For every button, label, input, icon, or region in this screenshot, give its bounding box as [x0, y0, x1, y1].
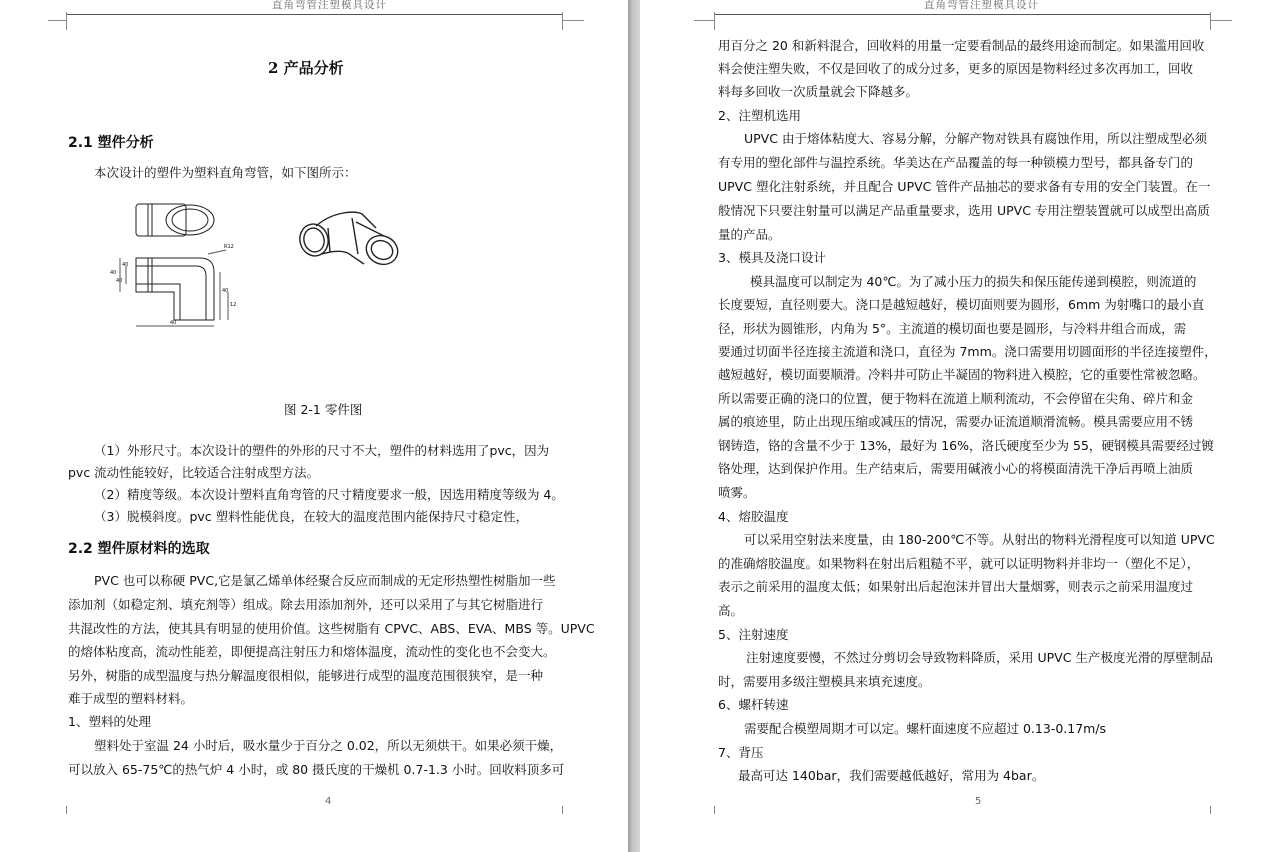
paragraph-line: 径，形状为圆锥形，内角为 5°。主流道的模切面也要是圆形，与冷料井组合而成，需 [718, 321, 1187, 336]
dim-label: 40 [122, 262, 129, 268]
paragraph-line: 料每多回收一次质量就会下降越多。 [718, 84, 919, 99]
paragraph-line: 最高可达 140bar，我们需要越低越好，常用为 4bar。 [738, 768, 1045, 783]
document-page-left [0, 0, 628, 852]
margin-mark [66, 12, 67, 30]
paragraph-line: 高。 [718, 603, 744, 618]
paragraph-line: 所以需要正确的浇口的位置，便于物料在流道上顺利流动，不会停留在尖角、碎片和金 [718, 391, 1194, 406]
paragraph-line: 量的产品。 [718, 227, 781, 242]
figure-caption: 图 2-1 零件图 [284, 402, 363, 417]
subheading: 7、背压 [718, 745, 764, 760]
paragraph-line: 用百分之 20 和新料混合，回收料的用量一定要看制品的最终用途而制定。如果滥用回收 [718, 38, 1205, 53]
paragraph-line: 越短越好，模切面要顺滑。冷料井可防止半凝固的物料进入模腔，它的重要性常被忽略。 [718, 367, 1206, 382]
paragraph-line: 钢铸造，铬的含量不少于 13%，最好为 16%，洛氏硬度至少为 55，硬钢模具需要经过镀 [718, 438, 1214, 453]
part-drawing-2d [108, 192, 248, 332]
dim-label: 40 [222, 288, 229, 294]
paragraph-line: 属的痕迹里，防止出现压缩或减压的情况，需要办证流道顺滑流畅。模具需要应用不锈 [718, 414, 1194, 429]
header-rule [714, 14, 1210, 15]
subheading: 1、塑料的处理 [68, 714, 151, 729]
paragraph-line: 模具温度可以制定为 40℃。为了减小压力的损失和保压能传递到模腔，则流道的 [750, 274, 1197, 289]
dim-label: 40 [116, 278, 123, 284]
dim-label: 40 [170, 320, 177, 326]
paragraph-line: UPVC 由于熔体粘度大、容易分解，分解产物对铁具有腐蚀作用，所以注塑成型必须 [744, 131, 1207, 146]
margin-mark [562, 20, 584, 31]
paragraph-line: 难于成型的塑料材料。 [68, 691, 194, 706]
margin-mark [714, 12, 715, 30]
subheading: 4、熔胶温度 [718, 509, 789, 524]
paragraph-line: 注射速度要慢，不然过分剪切会导致物料降质，采用 UPVC 生产极度光滑的厚壁制品 [746, 650, 1213, 665]
paragraph-line: 共混改性的方法，使其具有明显的使用价值。这些树脂有 CPVC、ABS、EVA、MBS 等。UPVC [68, 621, 595, 636]
margin-mark [1210, 12, 1211, 30]
paragraph-line: 料会使注塑失败，不仅是回收了的成分过多，更多的原因是物料经过多次再加工，回收 [718, 61, 1194, 76]
paragraph-line: pvc 流动性能较好，比较适合注射成型方法。 [68, 465, 320, 480]
paragraph-line: （2）精度等级。本次设计塑料直角弯管的尺寸精度要求一般，因选用精度等级为 4。 [94, 487, 564, 502]
paragraph-line: PVC 也可以称硬 PVC,它是氯乙烯单体经聚合反应而制成的无定形热塑性树脂加一些 [94, 573, 556, 588]
section-heading-2-1: 2.1 塑件分析 [68, 135, 154, 151]
part-drawing-3d [292, 206, 408, 272]
dim-label: R12 [224, 244, 234, 250]
chapter-title: 2 产品分析 [268, 59, 344, 77]
paragraph-line: 另外，树脂的成型温度与热分解温度很相似，能够进行成型的温度范围很狭窄，是一种 [68, 668, 544, 683]
subheading: 3、模具及浇口设计 [718, 250, 826, 265]
paragraph-line: 的准确熔胶温度。如果物料在射出后粗糙不平，就可以证明物料并非均一（塑化不足）， [718, 556, 1200, 571]
paragraph-line: 可以放入 65-75℃的热气炉 4 小时，或 80 摄氏度的干燥机 0.7-1.3 小时。回收料顶多可 [68, 762, 565, 777]
page-gutter [628, 0, 640, 852]
running-header: 直角弯管注塑模具设计 [924, 0, 1039, 11]
paragraph-line: 时，需要用多级注塑模具来填充速度。 [718, 674, 931, 689]
header-rule [66, 14, 562, 15]
dim-label: 40 [110, 270, 117, 276]
intro-text: 本次设计的塑件为塑料直角弯管，如下图所示： [94, 165, 357, 180]
running-header: 直角弯管注塑模具设计 [272, 0, 387, 11]
margin-mark [714, 806, 715, 814]
paragraph-line: （3）脱模斜度。pvc 塑料性能优良，在较大的温度范围内能保持尺寸稳定性， [94, 509, 529, 524]
paragraph-line: 长度要短，直径则要大。浇口是越短越好，模切面则要为圆形，6mm 为射嘴口的最小直 [718, 297, 1205, 312]
margin-mark [48, 20, 66, 31]
subheading: 5、注射速度 [718, 627, 789, 642]
margin-mark [562, 806, 563, 814]
paragraph-line: 塑料处于室温 24 小时后，吸水量少于百分之 0.02，所以无须烘干。如果必须干燥， [94, 738, 563, 753]
subheading: 2、注塑机选用 [718, 108, 801, 123]
section-heading-2-2: 2.2 塑件原材料的选取 [68, 541, 210, 557]
paragraph-line: 表示之前采用的温度太低；如果射出后起泡沫并冒出大量烟雾，则表示之前采用温度过 [718, 579, 1194, 594]
paragraph-line: 喷雾。 [718, 485, 756, 500]
paragraph-line: UPVC 塑化注射系统，并且配合 UPVC 管件产品抽芯的要求备有专用的安全门装置。在一 [718, 179, 1211, 194]
paragraph-line: 有专用的塑化部件与温控系统。华美达在产品覆盖的每一种锁模力型号，都具备专门的 [718, 155, 1194, 170]
paragraph-line: 要通过切面半径连接主流道和浇口，直径为 7mm。浇口需要用切圆面形的半径连接塑件， [718, 344, 1217, 359]
dim-label: 12 [230, 302, 237, 308]
paragraph-line: 可以采用空射法来度量，由 180-200℃不等。从射出的物料光滑程度可以知道 UPVC [744, 532, 1215, 547]
page-number: 5 [975, 796, 982, 807]
margin-mark [1210, 20, 1232, 31]
margin-mark [562, 12, 563, 30]
margin-mark [1210, 806, 1211, 814]
page-number: 4 [325, 796, 332, 807]
paragraph-line: （1）外形尺寸。本次设计的塑件的外形的尺寸不大，塑件的材料选用了pvc，因为 [94, 443, 550, 458]
margin-mark [66, 806, 67, 814]
document-page-right [640, 0, 1274, 852]
subheading: 6、螺杆转速 [718, 697, 789, 712]
paragraph-line: 的熔体粘度高，流动性能差，即便提高注射压力和熔体温度，流动性的变化也不会变大。 [68, 644, 556, 659]
margin-mark [694, 20, 714, 31]
paragraph-line: 般情况下只要注射量可以满足产品重量要求，选用 UPVC 专用注塑装置就可以成型出高质 [718, 203, 1210, 218]
paragraph-line: 铬处理，达到保护作用。生产结束后，需要用碱液小心的将模面清洗干净后再喷上油质 [718, 461, 1194, 476]
paragraph-line: 添加剂（如稳定剂、填充剂等）组成。除去用添加剂外，还可以采用了与其它树脂进行 [68, 597, 544, 612]
paragraph-line: 需要配合模塑周期才可以定。螺杆面速度不应超过 0.13-0.17m/s [744, 721, 1107, 736]
